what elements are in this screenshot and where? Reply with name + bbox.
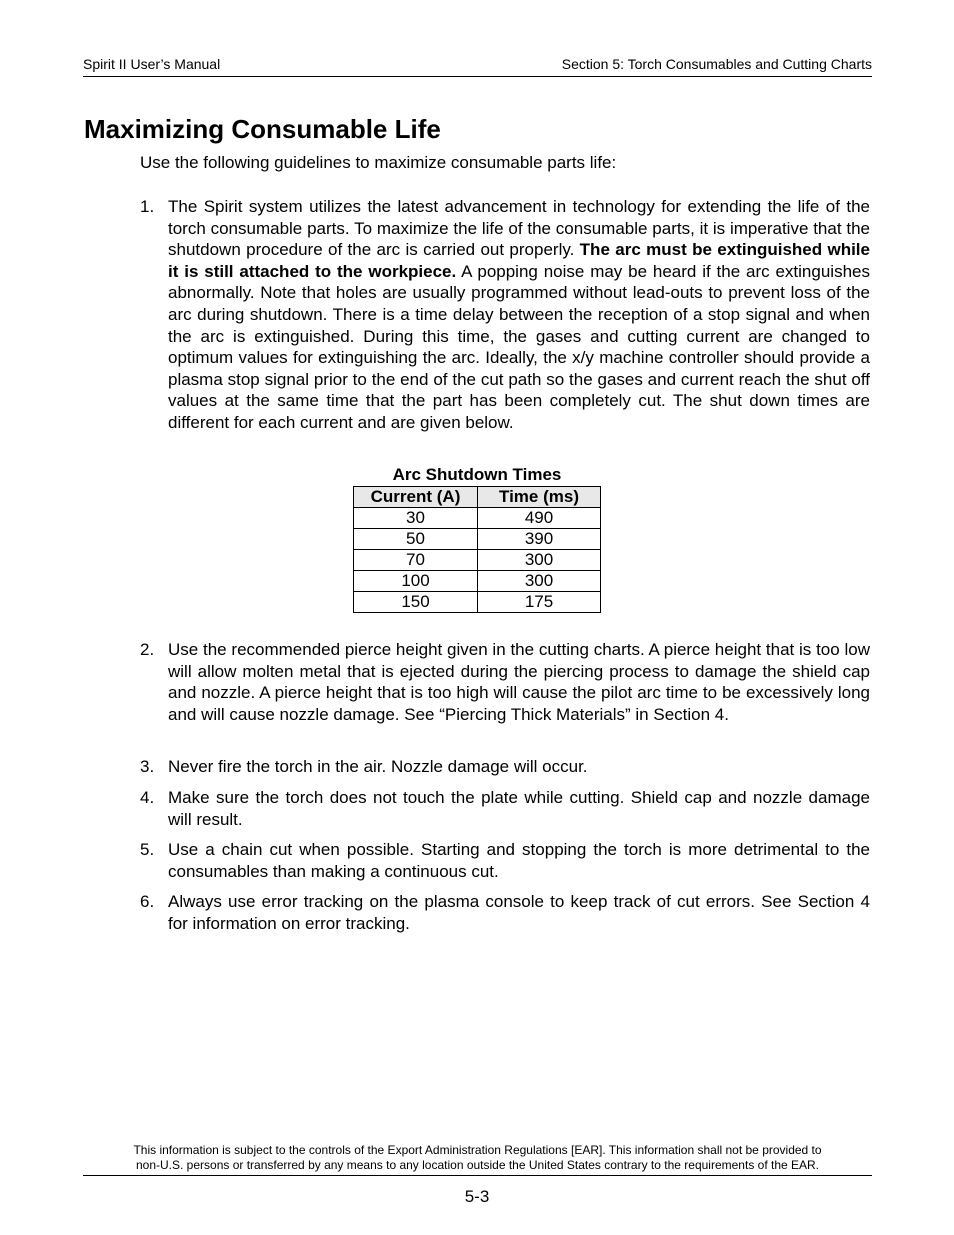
table-header-row: [354, 487, 601, 508]
footer-divider: [83, 1175, 872, 1176]
notice-line-2: non-U.S. persons or transferred by any means to any location outside the United States contrary to the requirements of the EAR.: [135, 1158, 820, 1172]
list-item-text: [168, 196, 870, 434]
cell-time: 390: [478, 529, 601, 550]
cell-current: 150: [354, 592, 478, 613]
table-row: [354, 550, 601, 571]
list-item-6: [140, 891, 870, 934]
list-item-text: Always use error tracking on the plasma console to keep track of cut errors. See Section 4 for information on error tracking.: [168, 892, 870, 933]
page-number: 5-3: [464, 1187, 490, 1206]
list-item-number: 1.: [140, 197, 155, 216]
export-control-notice: [83, 1143, 872, 1173]
header-section-title: Section 5: Torch Consumables and Cutting Charts: [561, 56, 872, 72]
list-item-5: [140, 839, 870, 882]
list-item-1: [140, 196, 870, 434]
table-row: [354, 571, 601, 592]
cell-current: 100: [354, 571, 478, 592]
intro-text: Use the following guidelines to maximize consumable parts life:: [140, 153, 617, 172]
list-item-text: Never fire the torch in the air. Nozzle damage will occur.: [168, 757, 588, 776]
list-item-number: 4.: [140, 788, 155, 807]
page-title: Maximizing Consumable Life: [84, 114, 441, 144]
table-row: [354, 508, 601, 529]
column-header-current: Current (A): [354, 487, 478, 508]
cell-current: 50: [354, 529, 478, 550]
cell-time: 300: [478, 550, 601, 571]
cell-current: 70: [354, 550, 478, 571]
list-item-text: Use a chain cut when possible. Starting and stopping the torch is more detrimental to the consumables than making a continuous cut.: [168, 840, 870, 881]
list-item-number: 2.: [140, 640, 155, 659]
cell-time: 490: [478, 508, 601, 529]
list-item-2: [140, 639, 870, 725]
column-header-time: Time (ms): [478, 487, 601, 508]
list-item-text-part: A popping noise may be heard if the arc extinguishes abnormally. Note that holes are usually programmed without lead-outs to prevent loss of the arc during shutdown. There is a time delay between the reception of a stop signal and when the arc is extinguished. During this time, the gases and cutting current are changed to optimum values for extinguishing the arc. Ideally, the x/y machine controller should provide a plasma stop signal prior to the end of the cut path so the gases and current reach the shut off values at the same time that the part has been completely cut. The shut down times are different for each current and are given below.: [168, 261, 870, 432]
page-header: [83, 56, 872, 77]
list-item-number: 6.: [140, 892, 155, 911]
list-item-4: [140, 787, 870, 830]
list-item-text: Use the recommended pierce height given in the cutting charts. A pierce height that is too low will allow molten metal that is ejected during the piercing process to damage the shield cap and nozzle. A pierce height that is too high will cause the pilot arc time to be excessively long and will cause nozzle damage. See “Piercing Thick Materials” in Section 4.: [168, 640, 870, 724]
table-row: [354, 592, 601, 613]
list-item-text-part: The Spirit system utilizes the latest advancement in technology for extending the life of the torch consumable parts. To maximize the life of the consumable parts, it is imperative that the shutdown procedure of the arc is carried out properly.: [168, 197, 870, 260]
list-item-bold-text: The arc must be extinguished while it is still attached to the workpiece.: [168, 240, 870, 281]
list-item-number: 5.: [140, 840, 155, 859]
header-manual-title: Spirit II User’s Manual: [83, 56, 221, 72]
table-row: [354, 529, 601, 550]
cell-time: 175: [478, 592, 601, 613]
cell-time: 300: [478, 571, 601, 592]
table-title: Arc Shutdown Times: [392, 465, 562, 484]
cell-current: 30: [354, 508, 478, 529]
list-item-text: Make sure the torch does not touch the plate while cutting. Shield cap and nozzle damage will result.: [168, 788, 870, 829]
list-item-number: 3.: [140, 757, 155, 776]
list-item-3: [140, 756, 870, 778]
notice-line-1: This information is subject to the controls of the Export Administration Regulations [EAR]. This information shall not be provided to: [133, 1143, 822, 1157]
arc-shutdown-table: [353, 486, 601, 613]
